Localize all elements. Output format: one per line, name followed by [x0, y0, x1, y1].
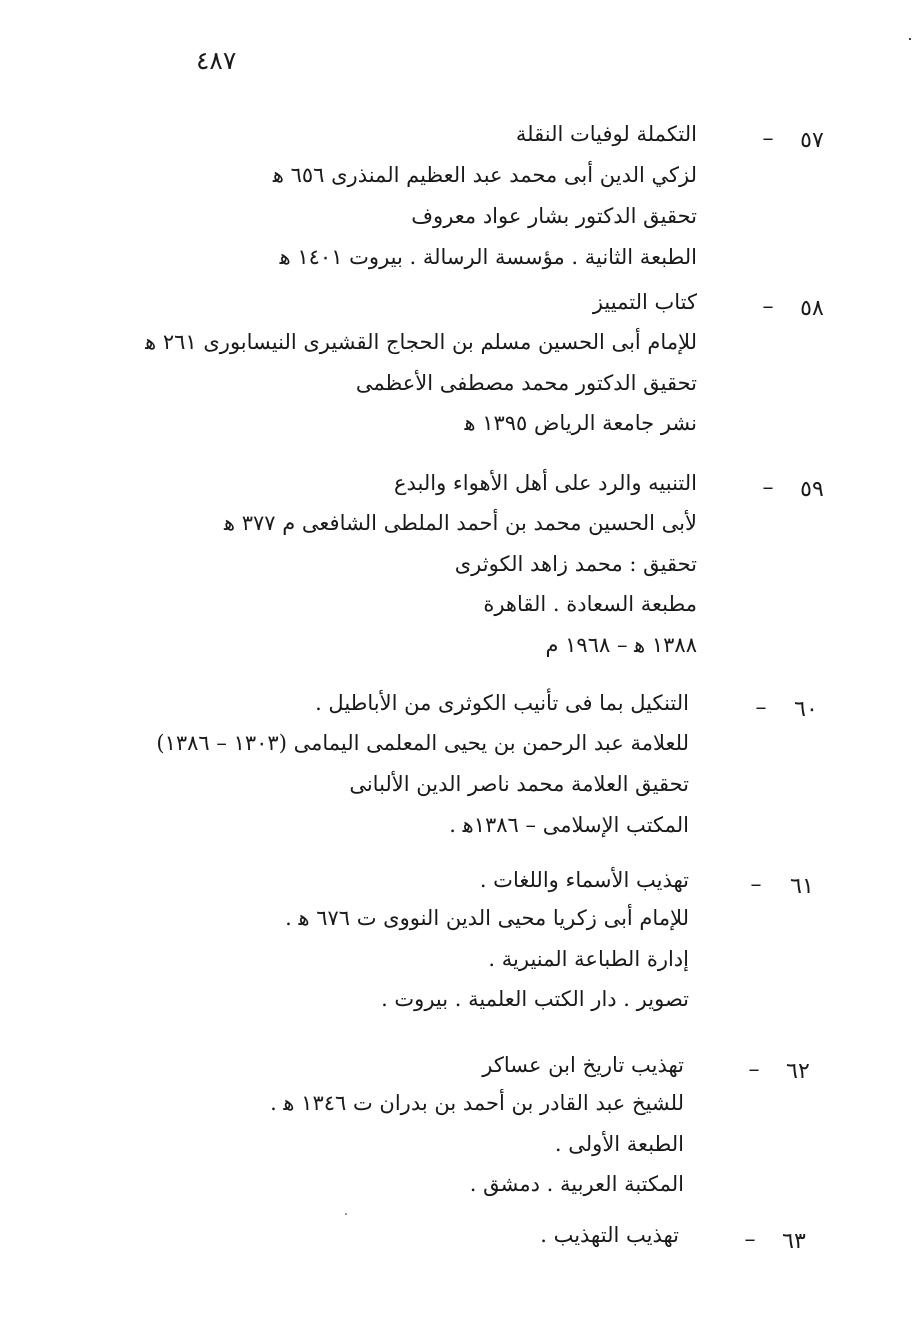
- scan-mark: [909, 38, 911, 40]
- entry-publisher: الطبعة الثانية . مؤسسة الرسالة . بيروت ١٤٠١ ﻫ: [279, 245, 697, 269]
- entry-editor: تحقيق الدكتور محمد مصطفى الأعظمى: [355, 371, 697, 395]
- entry-number: ٥٧: [800, 128, 824, 153]
- entry-title: كتاب التمييز: [592, 290, 697, 314]
- entry-publisher: المكتبة العربية . دمشق .: [469, 1172, 684, 1196]
- entry-dash: –: [750, 872, 762, 897]
- entry-publisher: نشر جامعة الرياض ١٣٩٥ ﻫ: [464, 411, 697, 435]
- entry-dash: –: [755, 695, 767, 720]
- entry-number: ٦٣: [782, 1229, 806, 1254]
- page-number: ٤٨٧: [196, 46, 237, 75]
- entry-title: التنبيه والرد على أهل الأهواء والبدع: [393, 471, 697, 495]
- entry-editor: تحقيق الدكتور بشار عواد معروف: [411, 204, 697, 228]
- entry-title: تهذيب الأسماء واللغات .: [479, 868, 689, 892]
- entry-number: ٦٢: [786, 1059, 810, 1084]
- entry-printer: إدارة الطباعة المنيرية .: [488, 947, 689, 971]
- entry-author: للشيخ عبد القادر بن أحمد بن بدران ت ١٣٤٦ ﻫ .: [270, 1091, 684, 1115]
- entry-author: لأبى الحسين محمد بن أحمد الملطى الشافعى م ٣٧٧ ﻫ: [223, 511, 697, 535]
- scan-speck: [345, 1213, 347, 1215]
- entry-author: لزكي الدين أبى محمد عبد العظيم المنذرى ٦٥٦ ﻫ: [272, 163, 697, 187]
- entry-publisher: تصوير . دار الكتب العلمية . بيروت .: [381, 987, 689, 1011]
- entry-title: التكملة لوفيات النقلة: [515, 122, 697, 146]
- entry-author: للإمام أبى الحسين مسلم بن الحجاج القشيرى النيسابورى ٢٦١ ﻫ: [145, 330, 697, 354]
- entry-dash: –: [762, 126, 774, 151]
- entry-author: للعلامة عبد الرحمن بن يحيى المعلمى اليمامى (١٣٠٣ – ١٣٨٦): [156, 731, 689, 755]
- entry-editor: تحقيق العلامة محمد ناصر الدين الألبانى: [349, 772, 689, 796]
- entry-title: التنكيل بما فى تأنيب الكوثرى من الأباطيل .: [315, 691, 689, 715]
- entry-edition: الطبعة الأولى .: [554, 1132, 684, 1156]
- entry-dash: –: [744, 1227, 756, 1252]
- entry-dash: –: [748, 1057, 760, 1082]
- entry-dash: –: [762, 294, 774, 319]
- entry-date: ١٣٨٨ ﻫ – ١٩٦٨ م: [545, 633, 697, 657]
- entry-title: تهذيب تاريخ ابن عساكر: [482, 1053, 684, 1077]
- entry-number: ٦٠: [794, 697, 818, 722]
- entry-publisher: مطبعة السعادة . القاهرة: [483, 592, 697, 616]
- entry-publisher: المكتب الإسلامى – ١٣٨٦ﻫ .: [449, 813, 689, 837]
- entry-dash: –: [762, 475, 774, 500]
- entry-author: للإمام أبى زكريا محيى الدين النووى ت ٦٧٦ ﻫ .: [285, 906, 689, 930]
- entry-editor: تحقيق : محمد زاهد الكوثرى: [454, 552, 697, 576]
- entry-number: ٦١: [790, 874, 814, 899]
- entry-number: ٥٩: [800, 477, 824, 502]
- entry-number: ٥٨: [800, 296, 824, 321]
- entry-title: تهذيب التهذيب .: [540, 1223, 679, 1247]
